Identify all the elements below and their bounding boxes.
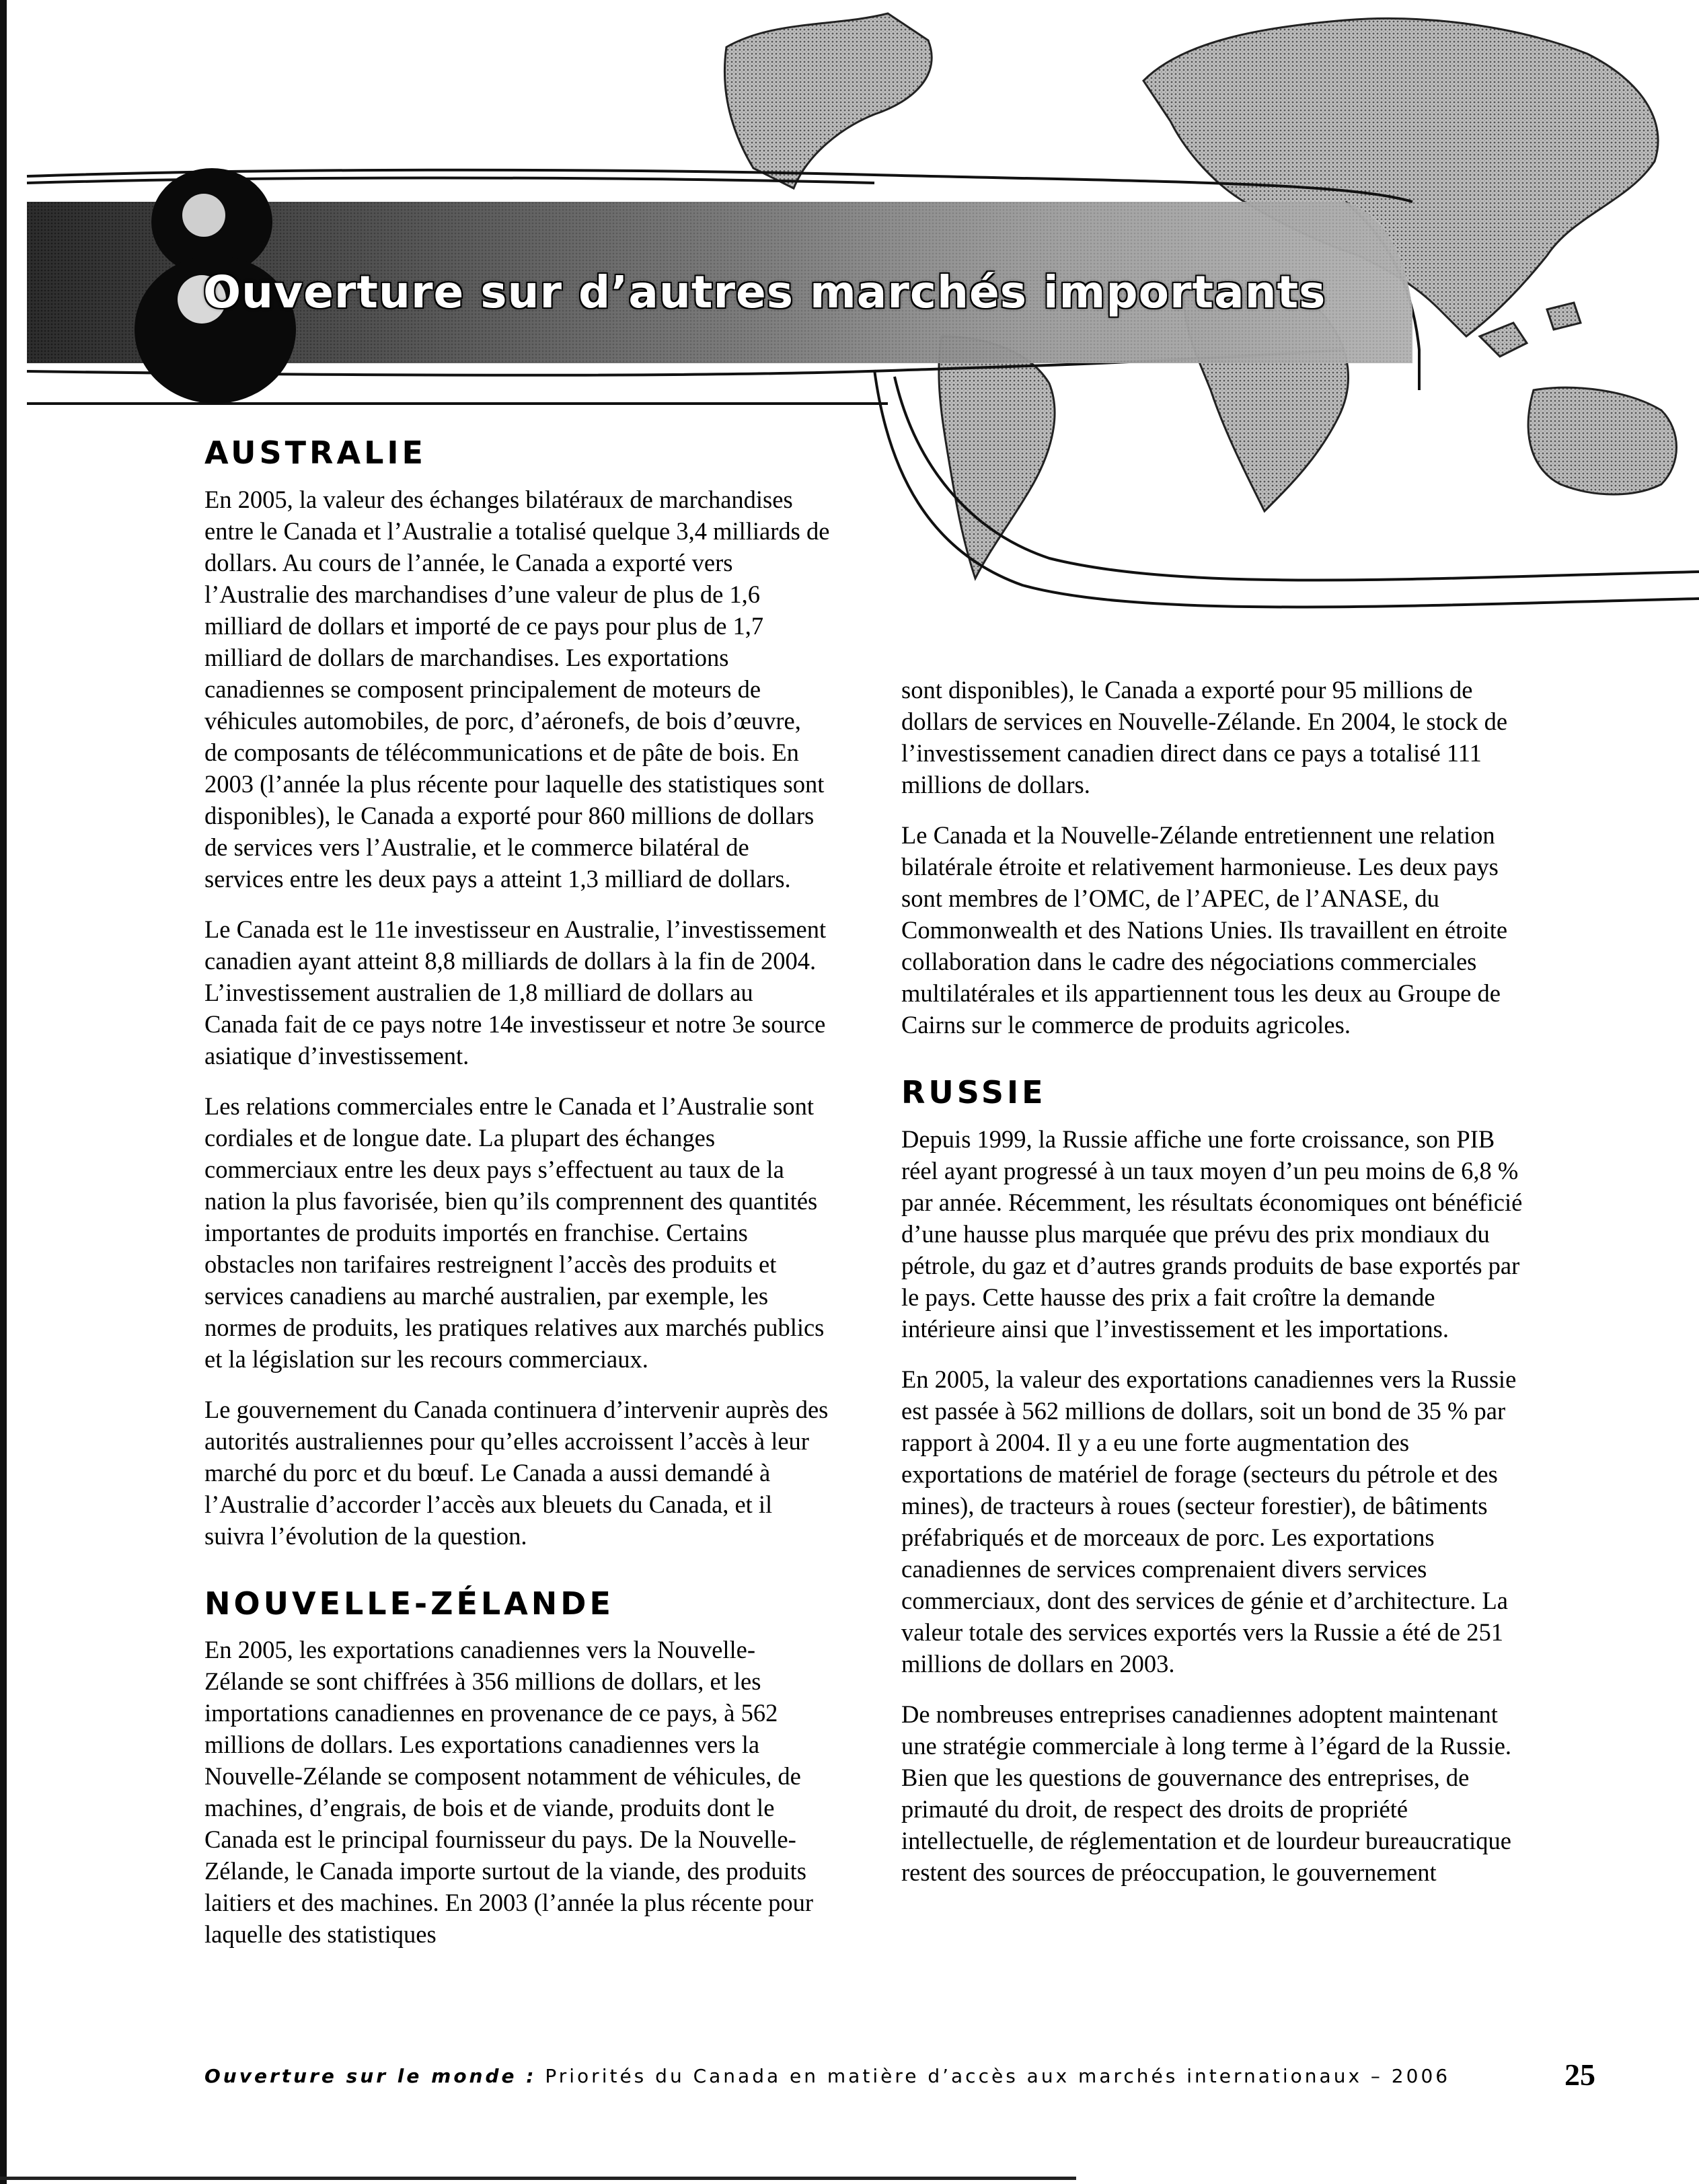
paragraph: Les relations commerciales entre le Canada et l’Australie sont cordiales et de longue date. La plupart des échanges commerciaux entre les deux pays s’effectuent au taux de la nation la plus favorisée, bien qu’ils comprennent des quantités importantes de produits importés en franchise. Certains obstacles non tarifaires restreignent l’accès des produits et services canadiens au marché australien, par exemple, les normes de produits, les pratiques relatives aux marchés publics et la législation sur les recours commerciaux. xyxy=(204,1092,825,1373)
left-column xyxy=(204,436,830,1969)
paragraph: Le Canada est le 11e investisseur en Australie, l’investissement canadien ayant atteint 8,8 milliards de dollars à la fin de 2004. L’investissement australien de 1,8 milliard de dollars au Canada fait de ce pays notre 14e investisseur et notre 3e source asiatique d’investissement. xyxy=(204,915,827,1069)
chapter-title: Ouverture sur d’autres marchés importants xyxy=(203,266,1326,318)
section-heading-russie: RUSSIE xyxy=(901,1074,1047,1110)
running-footer xyxy=(204,2065,1617,2087)
footer-publication-title: Ouverture sur le monde : xyxy=(204,2065,537,2087)
paragraph: En 2005, les exportations canadiennes vers la Nouvelle-Zélande se sont chiffrées à 356 millions de dollars, et les importations canadiennes en provenance de ce pays, à 562 millions de dollars. Les exportations canadiennes vers la Nouvelle-Zélande se composent notamment de véhicules, de machines, d’engrais, de bois et de viande, produits dont le Canada est le principal fournisseur du pays. De la Nouvelle-Zélande, le Canada importe surtout de la viande, des produits laitiers et des machines. En 2003 (l’année la plus récente pour laquelle des statistiques xyxy=(204,1636,814,1949)
paragraph: sont disponibles), le Canada a exporté pour 95 millions de dollars de services en Nouvelle-Zélande. En 2004, le stock de l’investissement canadien direct dans ce pays a totalisé 111 millions de dollars. xyxy=(901,676,1508,798)
page-number: 25 xyxy=(1564,2058,1595,2092)
paragraph: En 2005, la valeur des échanges bilatéraux de marchandises entre le Canada et l’Australie a totalisé quelque 3,4 milliards de dollars. Au cours de l’année, le Canada a exporté vers l’Australie des marchandises d’une valeur de plus de 1,6 milliard de dollars et importé de ce pays pour plus de 1,7 milliard de dollars de marchandises. Les exportations canadiennes se composent principalement de moteurs de véhicules automobiles, de porc, d’aéronefs, de bois d’œuvre, de composants de télécommunications et de pâte de bois. En 2003 (l’année la plus récente pour laquelle des statistiques sont disponibles), le Canada a exporté pour 860 millions de dollars de services vers l’Australie, et le commerce bilatéral de services entre les deux pays a atteint 1,3 milliard de dollars. xyxy=(204,485,830,893)
section-heading-nouvelle-zelande: NOUVELLE-ZÉLANDE xyxy=(204,1585,614,1622)
footer-subtitle: Priorités du Canada en matière d’accès aux marchés internationaux – 2006 xyxy=(536,2065,1451,2087)
right-column xyxy=(901,674,1527,1907)
paragraph: En 2005, la valeur des exportations canadiennes vers la Russie est passée à 562 millions de dollars, soit un bond de 35 % par rapport à 2004. Il y a eu une forte augmentation des exportations de matériel de forage (secteurs du pétrole et des mines), de tracteurs à roues (secteur forestier), de bâtiments préfabriqués et de morceaux de porc. Les exportations canadiennes de services comprenaient divers services commerciaux, dont des services de génie et d’architecture. La valeur totale des services exportés vers la Russie a été de 251 millions de dollars en 2003. xyxy=(901,1365,1517,1678)
paragraph: Le Canada et la Nouvelle-Zélande entretiennent une relation bilatérale étroite et relativement harmonieuse. Les deux pays sont membres de l’OMC, de l’APEC, de l’ANASE, du Commonwealth et des Nations Unies. Ils travaillent en étroite collaboration dans le cadre des négociations commerciales multilatérales et ils appartiennent tous les deux au Groupe de Cairns sur le commerce de produits agricoles. xyxy=(901,821,1508,1039)
section-heading-australie: AUSTRALIE xyxy=(204,435,426,471)
paragraph: Le gouvernement du Canada continuera d’intervenir auprès des autorités australiennes pour qu’elles accroissent l’accès à leur marché du porc et du bœuf. Le Canada a aussi demandé à l’Australie d’accorder l’accès aux bleuets du Canada, et il suivra l’évolution de la question. xyxy=(204,1395,829,1550)
paragraph: De nombreuses entreprises canadiennes adoptent maintenant une stratégie commerciale à long terme à l’égard de la Russie. Bien que les questions de gouvernance des entreprises, de primauté du droit, de respect des droits de propriété intellectuelle, de réglementation et de lourdeur bureaucratique restent des sources de préoccupation, le gouvernement xyxy=(901,1700,1512,1886)
page-edge-bottom xyxy=(0,2177,1076,2180)
paragraph: Depuis 1999, la Russie affiche une forte croissance, son PIB réel ayant progressé à un taux moyen d’un peu moins de 6,8 % par année. Récemment, les résultats économiques ont bénéficié d’une hausse plus marquée que prévu des prix mondiaux du pétrole, du gaz et d’autres grands produits de base exportés par le pays. Cette hausse des prix a fait croître la demande intérieure ainsi que l’investissement et les importations. xyxy=(901,1125,1523,1343)
